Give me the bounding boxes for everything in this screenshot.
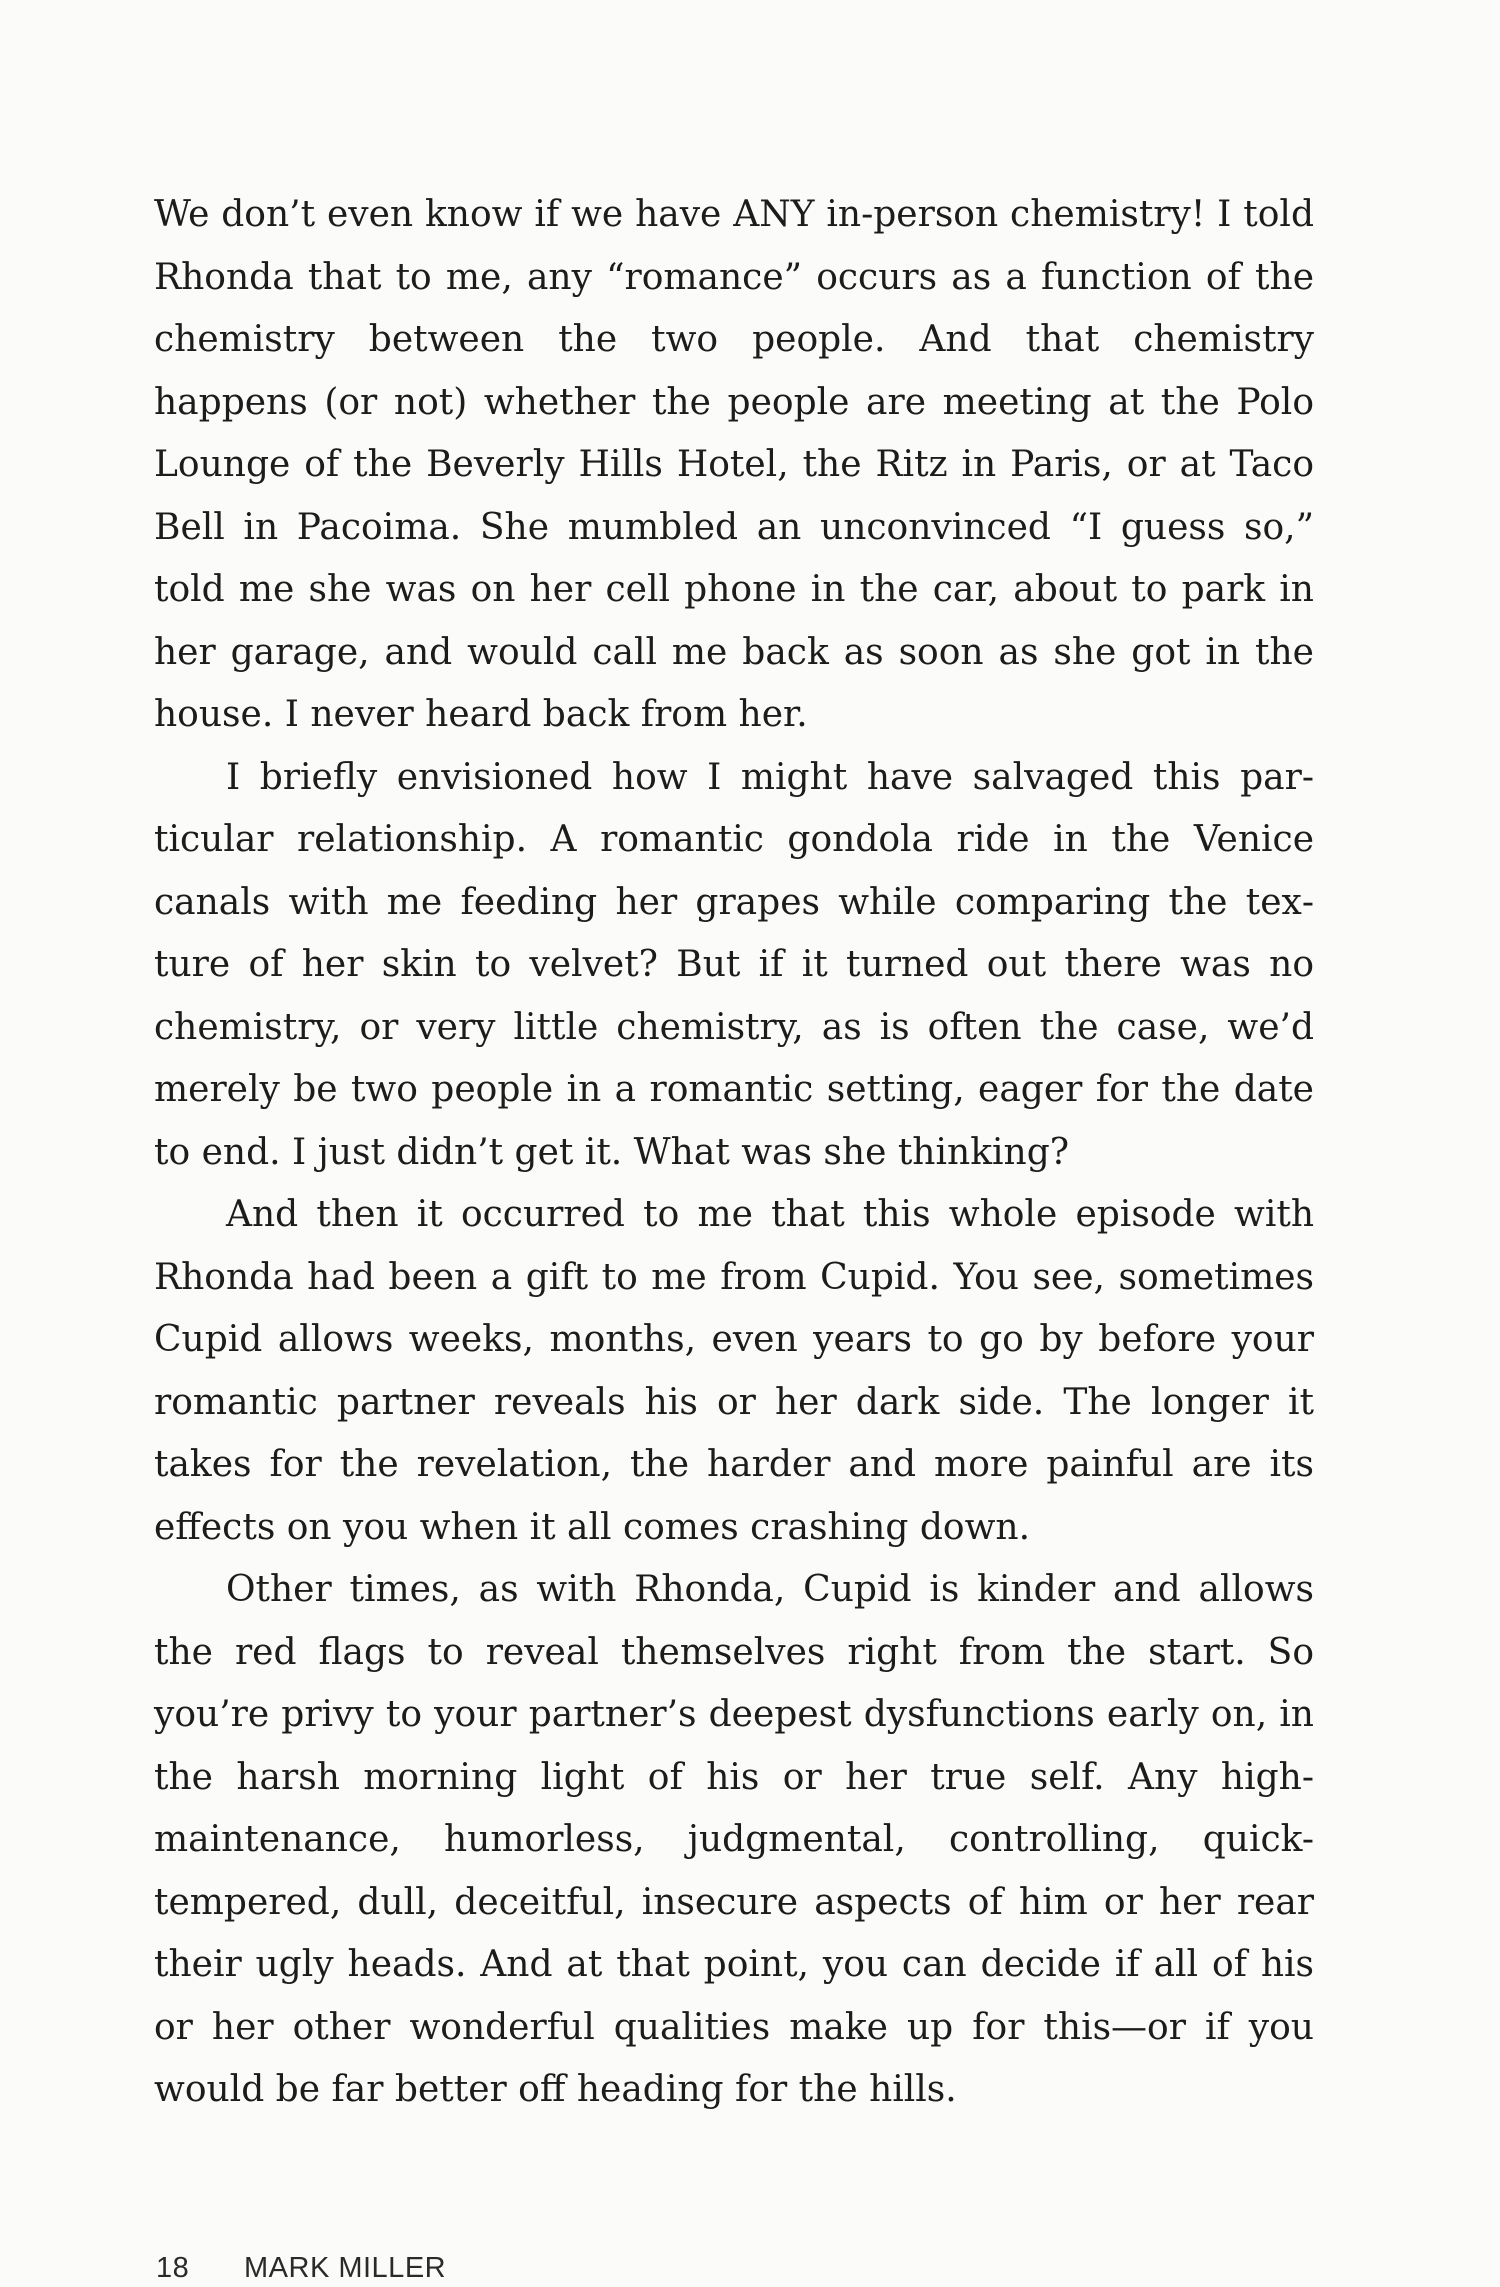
paragraph-2: I briefly envisioned how I might have salvaged this particular relationship. A romantic gondola ride in the Venice canals with me feeding her grapes while comparing the texture of her skin to velvet? But if it turned out there was no chemistry, or very little chemistry, as is often the case, we’d merely be two people in a romantic setting, eager for the date to end. I just didn’t get it. What was she thinking? [154, 756, 1314, 1173]
paragraph-3: And then it occurred to me that this whole episode with Rhonda had been a gift to me from Cupid. You see, sometimes Cupid allows weeks, months, even years to go by before your romantic partner reveals his or her dark side. The longer it takes for the revelation, the harder and more painful are its effects on you when it all comes crashing down. [154, 1194, 1314, 1548]
running-footer-author: MARK MILLER [244, 2252, 447, 2284]
paragraph-1: We don’t even know if we have ANY in-person chemistry! I told Rhonda that to me, any “romance” occurs as a function of the chemistry between the two people. And that chemistry happens (or not) whether the people are meeting at the Polo Lounge of the Beverly Hills Hotel, the Ritz in Paris, or at Taco Bell in Pacoima. She mumbled an unconvinced “I guess so,” told me she was on her cell phone in the car, about to park in her garage, and would call me back as soon as she got in the house. I never heard back from her. [154, 194, 1314, 735]
page-number: 18 [156, 2252, 190, 2284]
paragraph-4: Other times, as with Rhonda, Cupid is kinder and allows the red flags to reveal themselves right from the start. So you’re privy to your partner’s deepest dysfunctions early on, in the harsh morning light of his or her true self. Any high-maintenance, humorless, judgmental, controlling, quick-tempered, dull, deceitful, insecure aspects of him or her rear their ugly heads. And at that point, you can decide if all of his or her other wonderful qualities make up for this—or if you would be far better off heading for the hills. [154, 1569, 1314, 2110]
body-text [154, 184, 1314, 2122]
page-footer [156, 2252, 446, 2285]
